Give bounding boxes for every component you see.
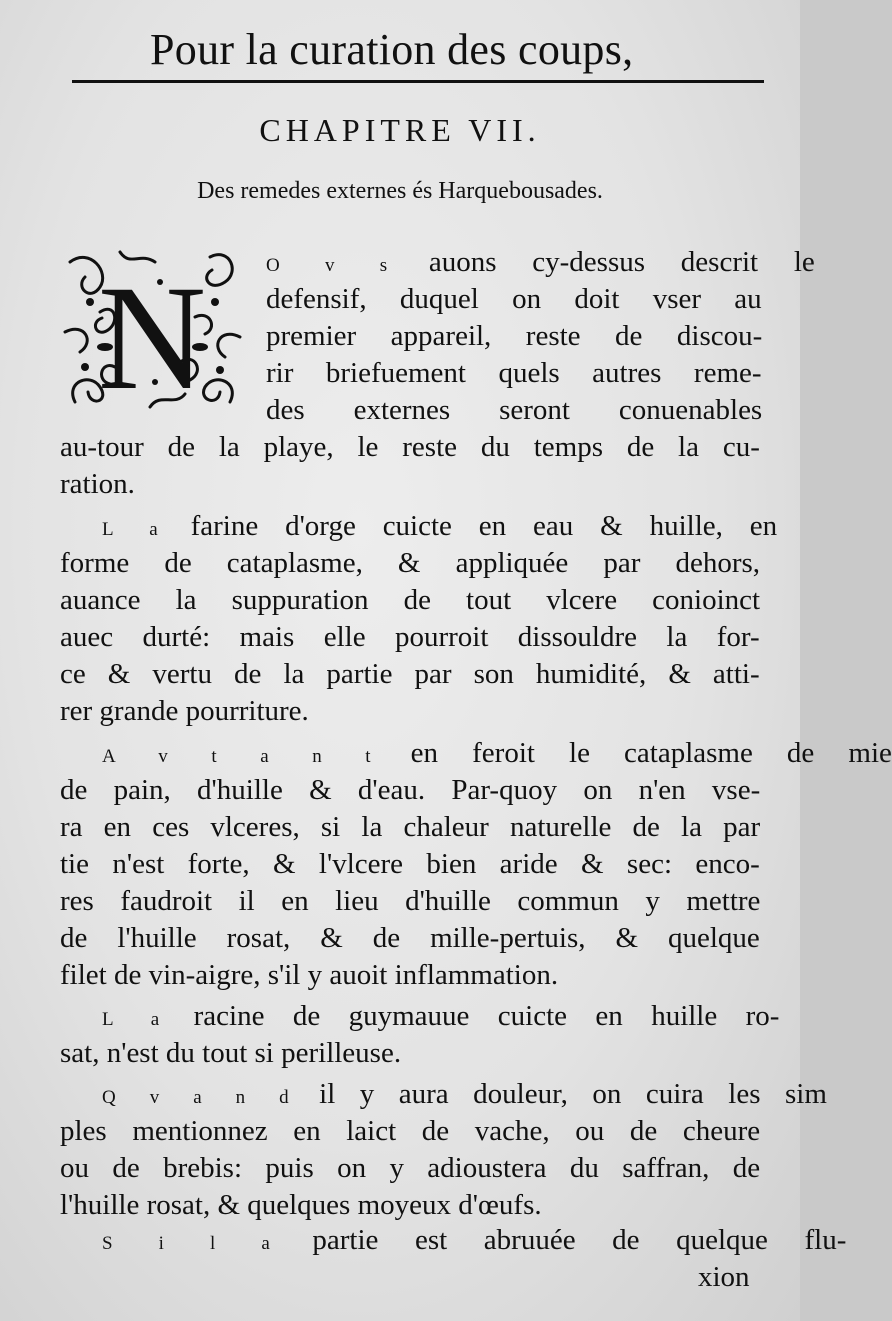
- floral-ornament-icon: [60, 242, 244, 421]
- line-text: rir briefuement quels autres reme-: [266, 357, 762, 389]
- text-line: [60, 693, 309, 729]
- text-line: [60, 846, 760, 882]
- text-line: [60, 772, 760, 808]
- text-line: [266, 355, 762, 391]
- text-line: [266, 318, 762, 354]
- text-line: [60, 429, 760, 465]
- line-text: tie n'est forte, & l'vlcere bien aride & sec: enco-: [60, 848, 760, 880]
- line-text: ples mentionnez en laict de vache, ou de cheure: [60, 1115, 761, 1147]
- running-header: Pour la curation des coups,: [150, 25, 634, 74]
- text-line: [60, 545, 760, 581]
- line-text: ou de brebis: puis on y adioustera du saffran, de: [60, 1152, 761, 1184]
- header-rule: [72, 80, 764, 83]
- text-line: [266, 244, 815, 284]
- line-text: de l'huille rosat, & de mille-pertuis, & quelque: [60, 922, 760, 954]
- line-text: auance la suppuration de tout vlcere conioinct: [60, 584, 761, 616]
- text-line: [102, 1076, 827, 1116]
- decorated-initial: [60, 242, 244, 421]
- line-text: ration.: [60, 468, 135, 500]
- text-line: [102, 508, 777, 548]
- line-text: il y aura douleur, on cuira les sim: [294, 1078, 827, 1110]
- line-text: defensif, duquel on doit vser au: [266, 283, 762, 315]
- text-line: [60, 582, 760, 618]
- text-line: [266, 281, 762, 317]
- text-line: [102, 1222, 846, 1262]
- line-text: partie est abruuée de quelque flu-: [275, 1224, 847, 1256]
- text-line: [60, 1150, 760, 1186]
- small-caps-lead: Q v a n d: [102, 1087, 295, 1108]
- text-line: [60, 466, 135, 502]
- text-line: [60, 809, 760, 845]
- line-text: en feroit le cataplasme de mie: [376, 737, 892, 769]
- line-text: ce & vertu de la partie par son humidité, & atti-: [60, 658, 760, 690]
- line-text: ra en ces vlceres, si la chaleur naturelle de la par: [60, 811, 761, 843]
- chapter-title: CHAPITRE VII.: [259, 112, 541, 148]
- line-text: filet de vin-aigre, s'il y auoit inflammation.: [60, 959, 559, 991]
- small-caps-lead: S i l a: [102, 1233, 276, 1254]
- line-text: premier appareil, reste de discou-: [266, 320, 763, 352]
- line-text: res faudroit il en lieu d'huille commun y mettre: [60, 885, 761, 917]
- small-caps-lead: O v s: [266, 255, 394, 276]
- text-line: [102, 735, 892, 775]
- text-line: [102, 998, 779, 1038]
- line-text: l'huille rosat, & quelques moyeux d'œufs.: [60, 1189, 542, 1221]
- line-text: des externes seront conuenables: [266, 394, 763, 426]
- chapter-subtitle: Des remedes externes és Harquebousades.: [197, 178, 603, 204]
- line-text: xion: [698, 1261, 750, 1293]
- text-line: [60, 619, 760, 655]
- text-line: [60, 1187, 542, 1223]
- text-line: [60, 656, 760, 692]
- line-text: forme de cataplasme, & appliquée par dehors,: [60, 547, 761, 579]
- text-line: [60, 1035, 401, 1071]
- text-line: [60, 957, 558, 993]
- text-line: [60, 920, 760, 956]
- line-text: auec durté: mais elle pourroit dissouldre la for-: [60, 621, 760, 653]
- line-text: farine d'orge cuicte en eau & huille, en: [163, 510, 778, 542]
- small-caps-lead: L a: [102, 1009, 166, 1030]
- line-text: rer grande pourriture.: [60, 695, 309, 727]
- line-text: au-tour de la playe, le reste du temps de la cu-: [60, 431, 760, 463]
- line-text: sat, n'est du tout si perilleuse.: [60, 1037, 402, 1069]
- initial-letter: N: [97, 255, 207, 421]
- line-text: de pain, d'huille & d'eau. Par-quoy on n'en vse-: [60, 774, 761, 806]
- text-line: [266, 392, 762, 428]
- line-text: auons cy-dessus descrit le: [393, 246, 815, 278]
- text-line: [60, 883, 760, 919]
- text-line: [60, 1113, 760, 1149]
- line-text: racine de guymauue cuicte en huille ro-: [165, 1000, 780, 1032]
- text-line: [698, 1259, 750, 1295]
- small-caps-lead: L a: [102, 519, 164, 540]
- small-caps-lead: A v t a n t: [102, 746, 377, 767]
